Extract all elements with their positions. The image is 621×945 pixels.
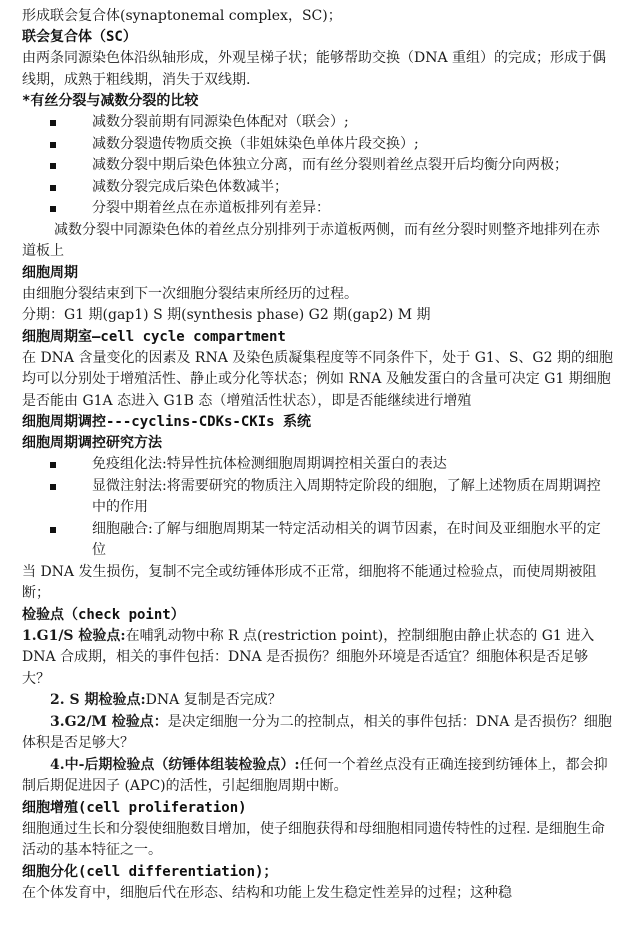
- list-item: [50, 454, 613, 476]
- list-item: [50, 155, 613, 177]
- bullet-icon: [50, 462, 56, 468]
- list-item: [50, 476, 613, 519]
- paragraph-sc: 由两条同源染色体沿纵轴形成，外观呈梯子状；能够帮助交换（DNA 重组）的完成；形成于偶线期，成熟于粗线期，消失于双线期.: [22, 50, 607, 88]
- list-item-text: 细胞融合:了解与细胞周期某一特定活动相关的调节因素，在时间及亚细胞水平的定位: [92, 520, 601, 558]
- paragraph-cell-cycle: 由细胞分裂结束到下一次细胞分裂结束所经历的过程。: [22, 285, 358, 302]
- checkpoint-text: 在哺乳动物中称 R 点(restriction point)，控制细胞由静止状态的 G1 进入 DNA 合成期，相关的事件包括：DNA 是否损伤？细胞外环境是否适宜？细胞体积是否足够大？: [22, 627, 595, 687]
- list-item-text: 免疫组化法:特异性抗体检测细胞周期调控相关蛋白的表达: [92, 456, 447, 472]
- checkpoint-label: 4.中-后期检验点（纺锤体组装检验点）:: [50, 756, 300, 773]
- heading-cycle-regulation: 细胞周期调控---cyclins-CDKs-CKIs 系统: [22, 414, 312, 430]
- heading-cell-cycle: 细胞周期: [22, 264, 78, 281]
- checkpoint-text: 是决定细胞一分为二的控制点，相关的事件包括：DNA 是否损伤？细胞体积是否足够大？: [22, 713, 612, 751]
- checkpoint-2: [22, 690, 613, 712]
- checkpoint-1: [22, 626, 613, 691]
- list-item-text: 减数分裂中期后染色体独立分离，而有丝分裂则着丝点裂开后均衡分向两极；: [92, 157, 568, 173]
- list-item-text: 减数分裂完成后染色体数减半；: [92, 178, 288, 195]
- heading-mitosis-meiosis-compare: *有丝分裂与减数分裂的比较: [22, 93, 199, 109]
- checkpoint-4: [22, 755, 613, 798]
- paragraph-phases: 分期：G1 期(gap1) S 期(synthesis phase) G2 期(gap2) M 期: [22, 307, 431, 323]
- methods-list: [22, 454, 613, 562]
- list-item: [50, 134, 613, 156]
- heading-cycle-compartment: 细胞周期室—cell cycle compartment: [22, 328, 286, 345]
- list-item-text: 减数分裂前期有同源染色体配对（联会）;: [92, 114, 349, 130]
- bullet-icon: [50, 142, 56, 148]
- heading-synaptonemal-complex: 联会复合体（SC）: [22, 29, 137, 45]
- checkpoint-label: 2. S 期检验点:: [50, 692, 146, 708]
- paragraph-dna-damage: 当 DNA 发生损伤，复制不完全或纺锤体形成不正常，细胞将不能通过检验点，而使周期被阻断；: [22, 563, 597, 601]
- list-item-text: 显微注射法:将需要研究的物质注入周期特定阶段的细胞，了解上述物质在周期调控中的作用: [92, 477, 601, 515]
- paragraph-compartment: 在 DNA 含量变化的因素及 RNA 及染色质凝集程度等不同条件下，处于 G1、S、G2 期的细胞均可以分别处于增殖活性、静止或分化等状态；例如 RNA 及触发蛋白的含量可决定 G1 期细胞是否能由 G1A 态进入 G1B 态（增殖活性状态），即是否能继续进行增殖: [22, 349, 613, 409]
- heading-cell-proliferation: 细胞增殖(cell proliferation): [22, 799, 247, 816]
- checkpoint-label: 3.G2/M 检验点：: [50, 713, 168, 730]
- bullet-icon: [50, 527, 56, 533]
- heading-checkpoint: 检验点（check point）: [22, 606, 185, 623]
- checkpoint-text: DNA 复制是否完成？: [145, 692, 282, 708]
- list-item-text: 分裂中期着丝点在赤道板排列有差异：: [92, 200, 330, 216]
- heading-cell-differentiation: 细胞分化(cell differentiation)；: [22, 863, 278, 880]
- paragraph-differentiation: 在个体发育中，细胞后代在形态、结构和功能上发生稳定性差异的过程；这种稳: [22, 884, 512, 901]
- bullet-icon: [50, 120, 56, 126]
- bullet-icon: [50, 206, 56, 212]
- list-item: [50, 177, 613, 199]
- bullet-icon: [50, 185, 56, 191]
- paragraph-compare: 减数分裂中同源染色体的着丝点分别排列于赤道板两侧，而有丝分裂时则整齐地排列在赤道板上: [22, 221, 600, 259]
- checkpoint-text: 任何一个着丝点没有正确连接到纺锤体上，都会抑制后期促进因子 (APC)的活性，引起细胞周期中断。: [22, 756, 608, 794]
- paragraph-proliferation: 细胞通过生长和分裂使细胞数目增加，使子细胞获得和母细胞相同遗传特性的过程. 是细胞生命活动的基本特征之一。: [22, 820, 605, 858]
- list-item: [50, 198, 613, 220]
- list-item-text: 减数分裂遗传物质交换（非姐妹染色单体片段交换）;: [92, 135, 419, 152]
- bullet-icon: [50, 484, 56, 490]
- checkpoint-label: 1.G1/S 检验点:: [22, 627, 126, 644]
- heading-research-methods: 细胞周期调控研究方法: [22, 435, 162, 451]
- text-line: 形成联会复合体(synaptonemal complex，SC)；: [22, 8, 342, 24]
- bullet-icon: [50, 163, 56, 169]
- list-item: [50, 112, 613, 134]
- compare-list: [22, 112, 613, 220]
- checkpoint-3: [22, 712, 613, 755]
- list-item: [50, 519, 613, 562]
